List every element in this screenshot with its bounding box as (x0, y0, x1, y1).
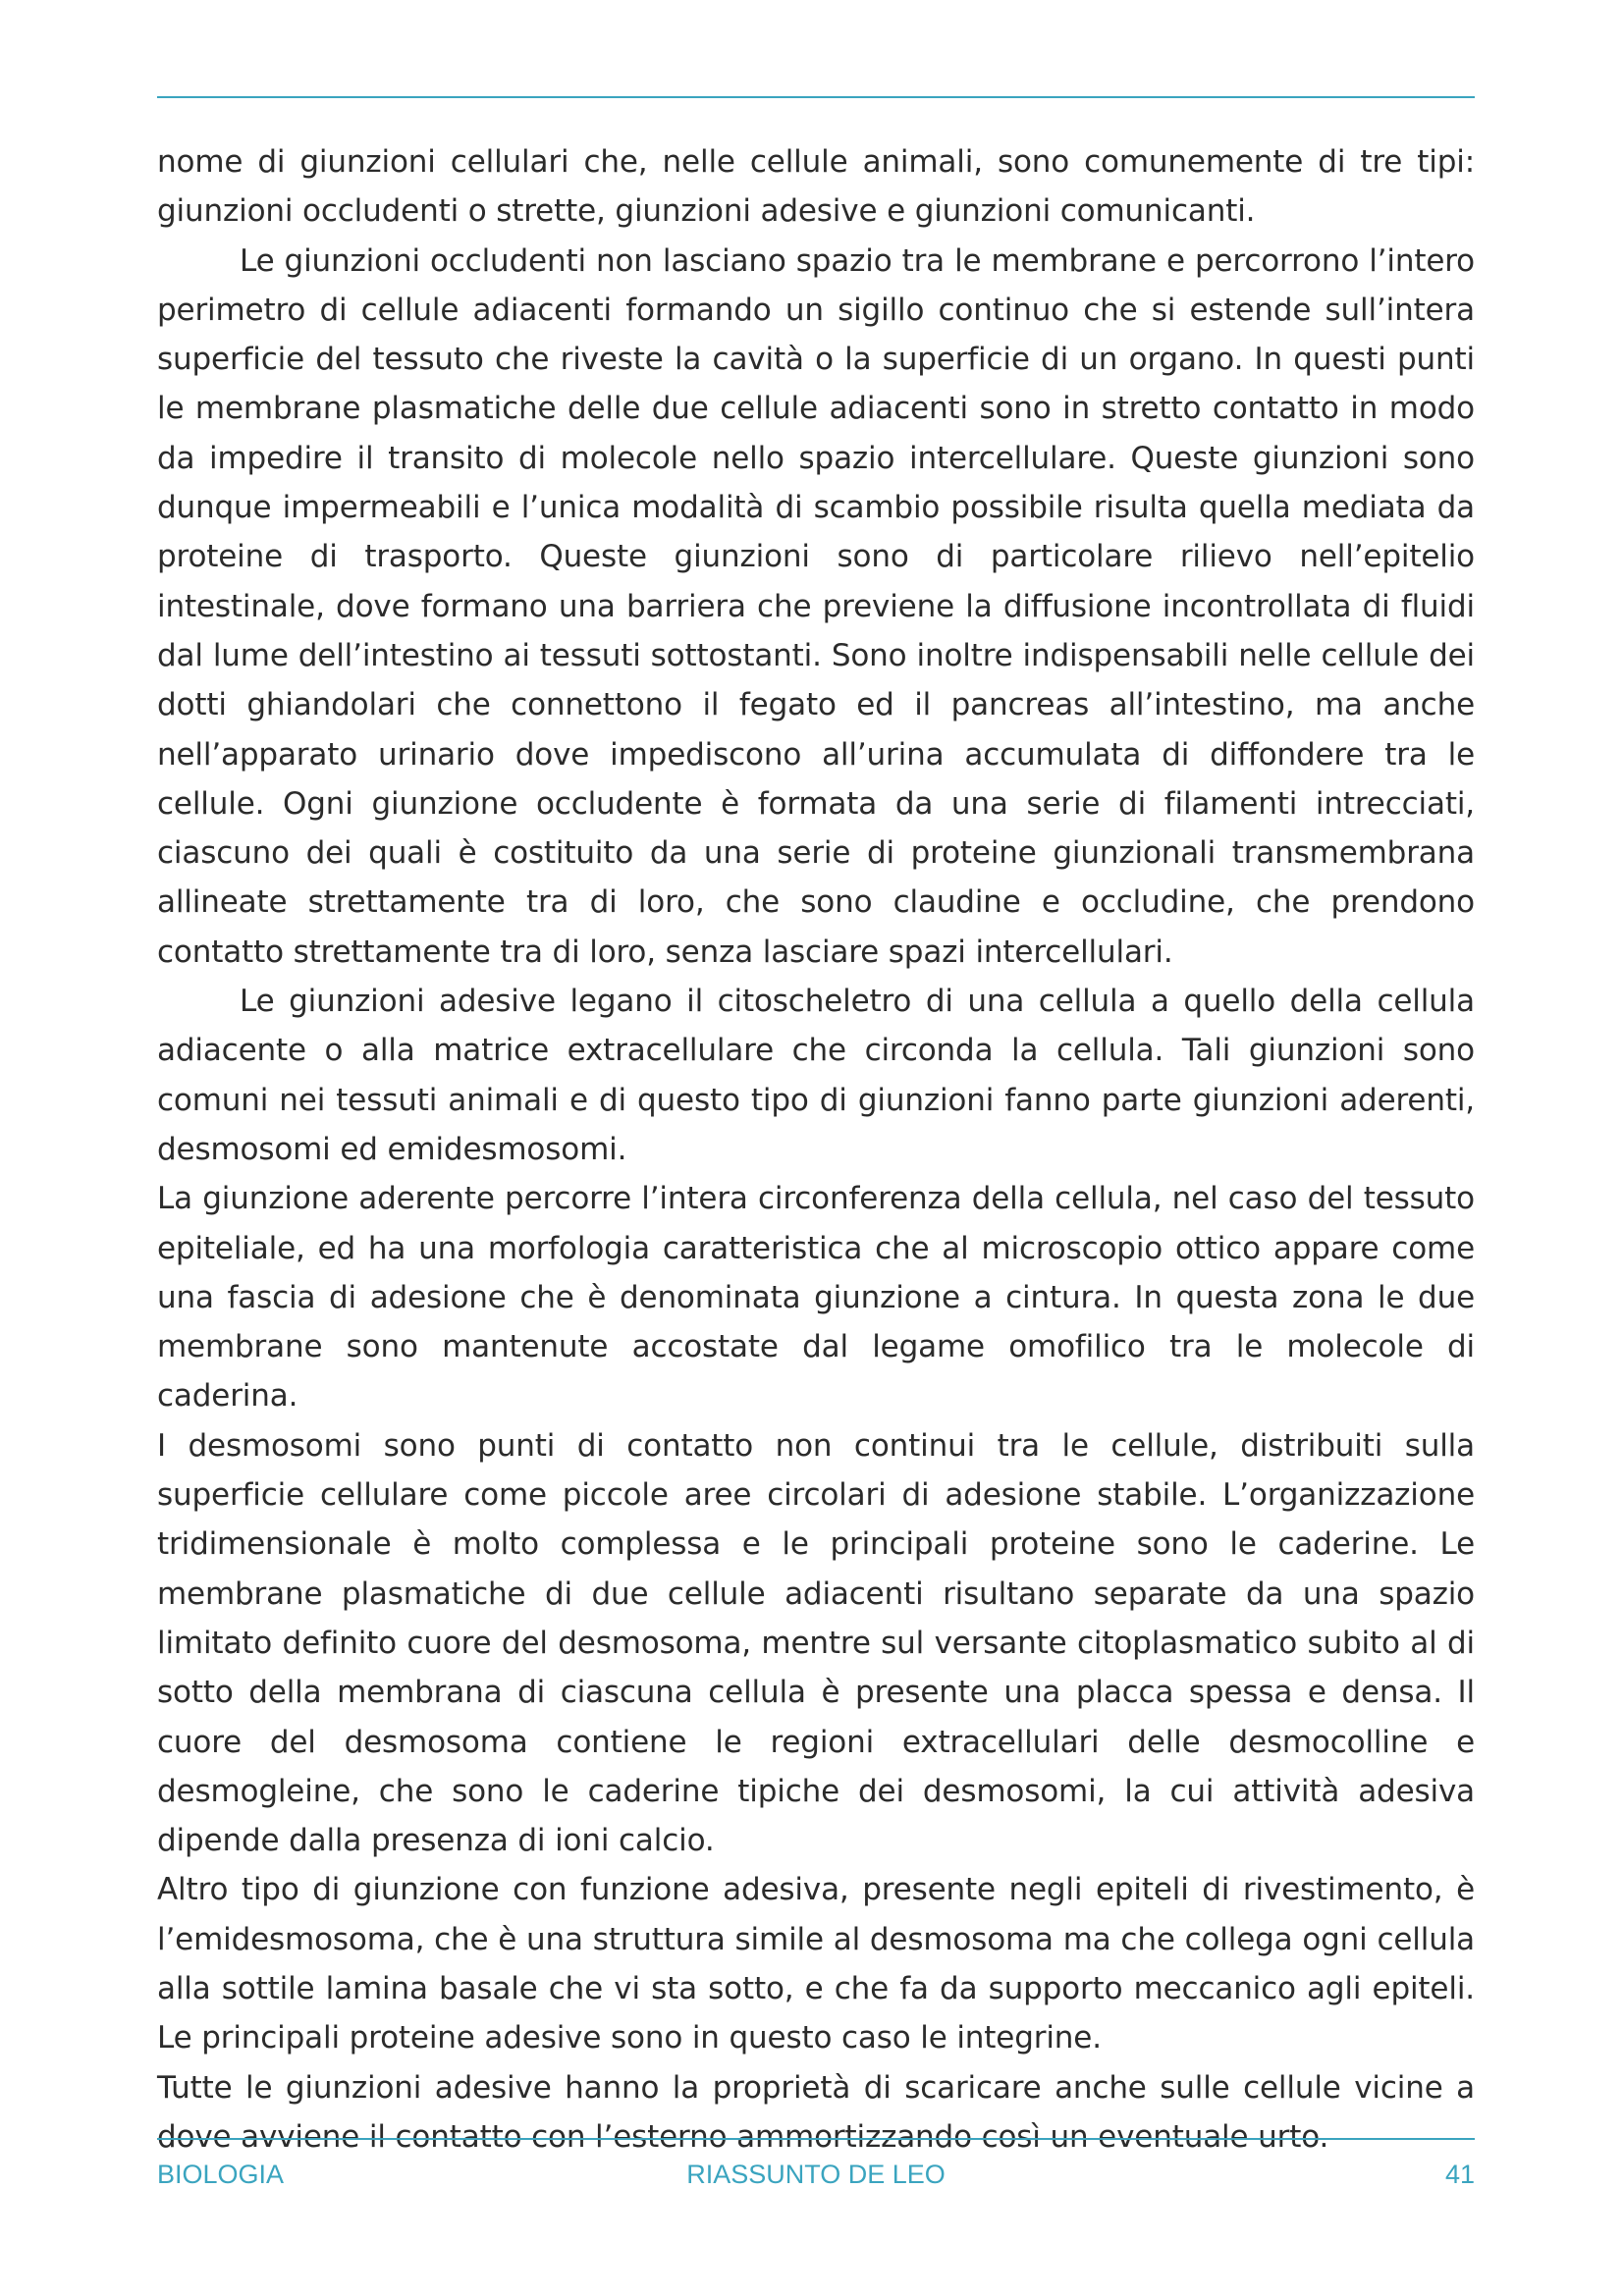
footer-title: RIASSUNTO DE LEO (686, 2160, 946, 2189)
page-footer (157, 2160, 1475, 2199)
footer-rule (157, 2138, 1475, 2140)
paragraph-giunzione-aderente: La giunzione aderente percorre l’intera circonferenza della cellula, nel caso del tessuto epiteliale, ed ha una morfologia caratteristica che al microscopio ottico appare come una fascia di adesione che è denominata giunzione a cintura. In questa zona le due membrane sono mantenute accostate dal legame omofilico tra le molecole di caderina. (157, 1181, 1475, 1415)
paragraph-emidesmosoma: Altro tipo di giunzione con funzione adesiva, presente negli epiteli di rivestimento, è l’emidesmosoma, che è una struttura simile al desmosoma ma che collega ogni cellula alla sottile lamina basale che vi sta sotto, e che fa da supporto meccanico agli epiteli. Le principali proteine adesive sono in questo caso le integrine. (157, 1872, 1475, 2056)
page-body (157, 137, 1475, 2162)
footer-subject: BIOLOGIA (157, 2160, 285, 2189)
paragraph-conclusione: Tutte le giunzioni adesive hanno la proprietà di scaricare anche sulle cellule vicine a dove avviene il contatto con l’esterno ammortizzando così un eventuale urto. (157, 2069, 1475, 2155)
paragraph-continuation: nome di giunzioni cellulari che, nelle cellule animali, sono comunemente di tre tipi: giunzioni occludenti o strette, giunzioni adesive e giunzioni comunicanti. (157, 144, 1475, 230)
paragraph-giunzioni-adesive: Le giunzioni adesive legano il citoscheletro di una cellula a quello della cellula adiacente o alla matrice extracellulare che circonda la cellula. Tali giunzioni sono comuni nei tessuti animali e di questo tipo di giunzioni fanno parte giunzioni aderenti, desmosomi ed emidesmosomi. (157, 984, 1475, 1167)
page-number: 41 (1444, 2160, 1475, 2189)
paragraph-desmosomi: I desmosomi sono punti di contatto non continui tra le cellule, distribuiti sulla superficie cellulare come piccole aree circolari di adesione stabile. L’organizzazione tridimensionale è molto complessa e le principali proteine sono le caderine. Le membrane plasmatiche di due cellule adiacenti risultano separate da una spazio limitato definito cuore del desmosoma, mentre sul versante citoplasmatico subito al di sotto della membrana di ciascuna cellula è presente una placca spessa e densa. Il cuore del desmosoma contiene le regioni extracellulari delle desmocolline e desmogleine, che sono le caderine tipiche dei desmosomi, la cui attività adesiva dipende dalla presenza di ioni calcio. (157, 1427, 1475, 1859)
paragraph-giunzioni-occludenti: Le giunzioni occludenti non lasciano spazio tra le membrane e percorrono l’intero perimetro di cellule adiacenti formando un sigillo continuo che si estende sull’intera superficie del tessuto che riveste la cavità o la superficie di un organo. In questi punti le membrane plasmatiche delle due cellule adiacenti sono in stretto contatto in modo da impedire il transito di molecole nello spazio intercellulare. Queste giunzioni sono dunque impermeabili e l’unica modalità di scambio possibile risulta quella mediata da proteine di trasporto. Queste giunzioni sono di particolare rilievo nell’epitelio intestinale, dove formano una barriera che previene la diffusione incontrollata di fluidi dal lume dell’intestino ai tessuti sottostanti. Sono inoltre indispensabili nelle cellule dei dotti ghiandolari che connettono il fegato ed il pancreas all’intestino, ma anche nell’apparato urinario dove impediscono all’urina accumulata di diffondere tra le cellule. Ogni giunzione occludente è formata da una serie di filamenti intrecciati, ciascuno dei quali è costituito da una serie di proteine giunzionali transmembrana allineate strettamente tra di loro, che sono claudine e occludine, che prendono contatto strettamente tra di loro, senza lasciare spazi intercellulari. (157, 242, 1475, 970)
header-rule (157, 96, 1475, 98)
